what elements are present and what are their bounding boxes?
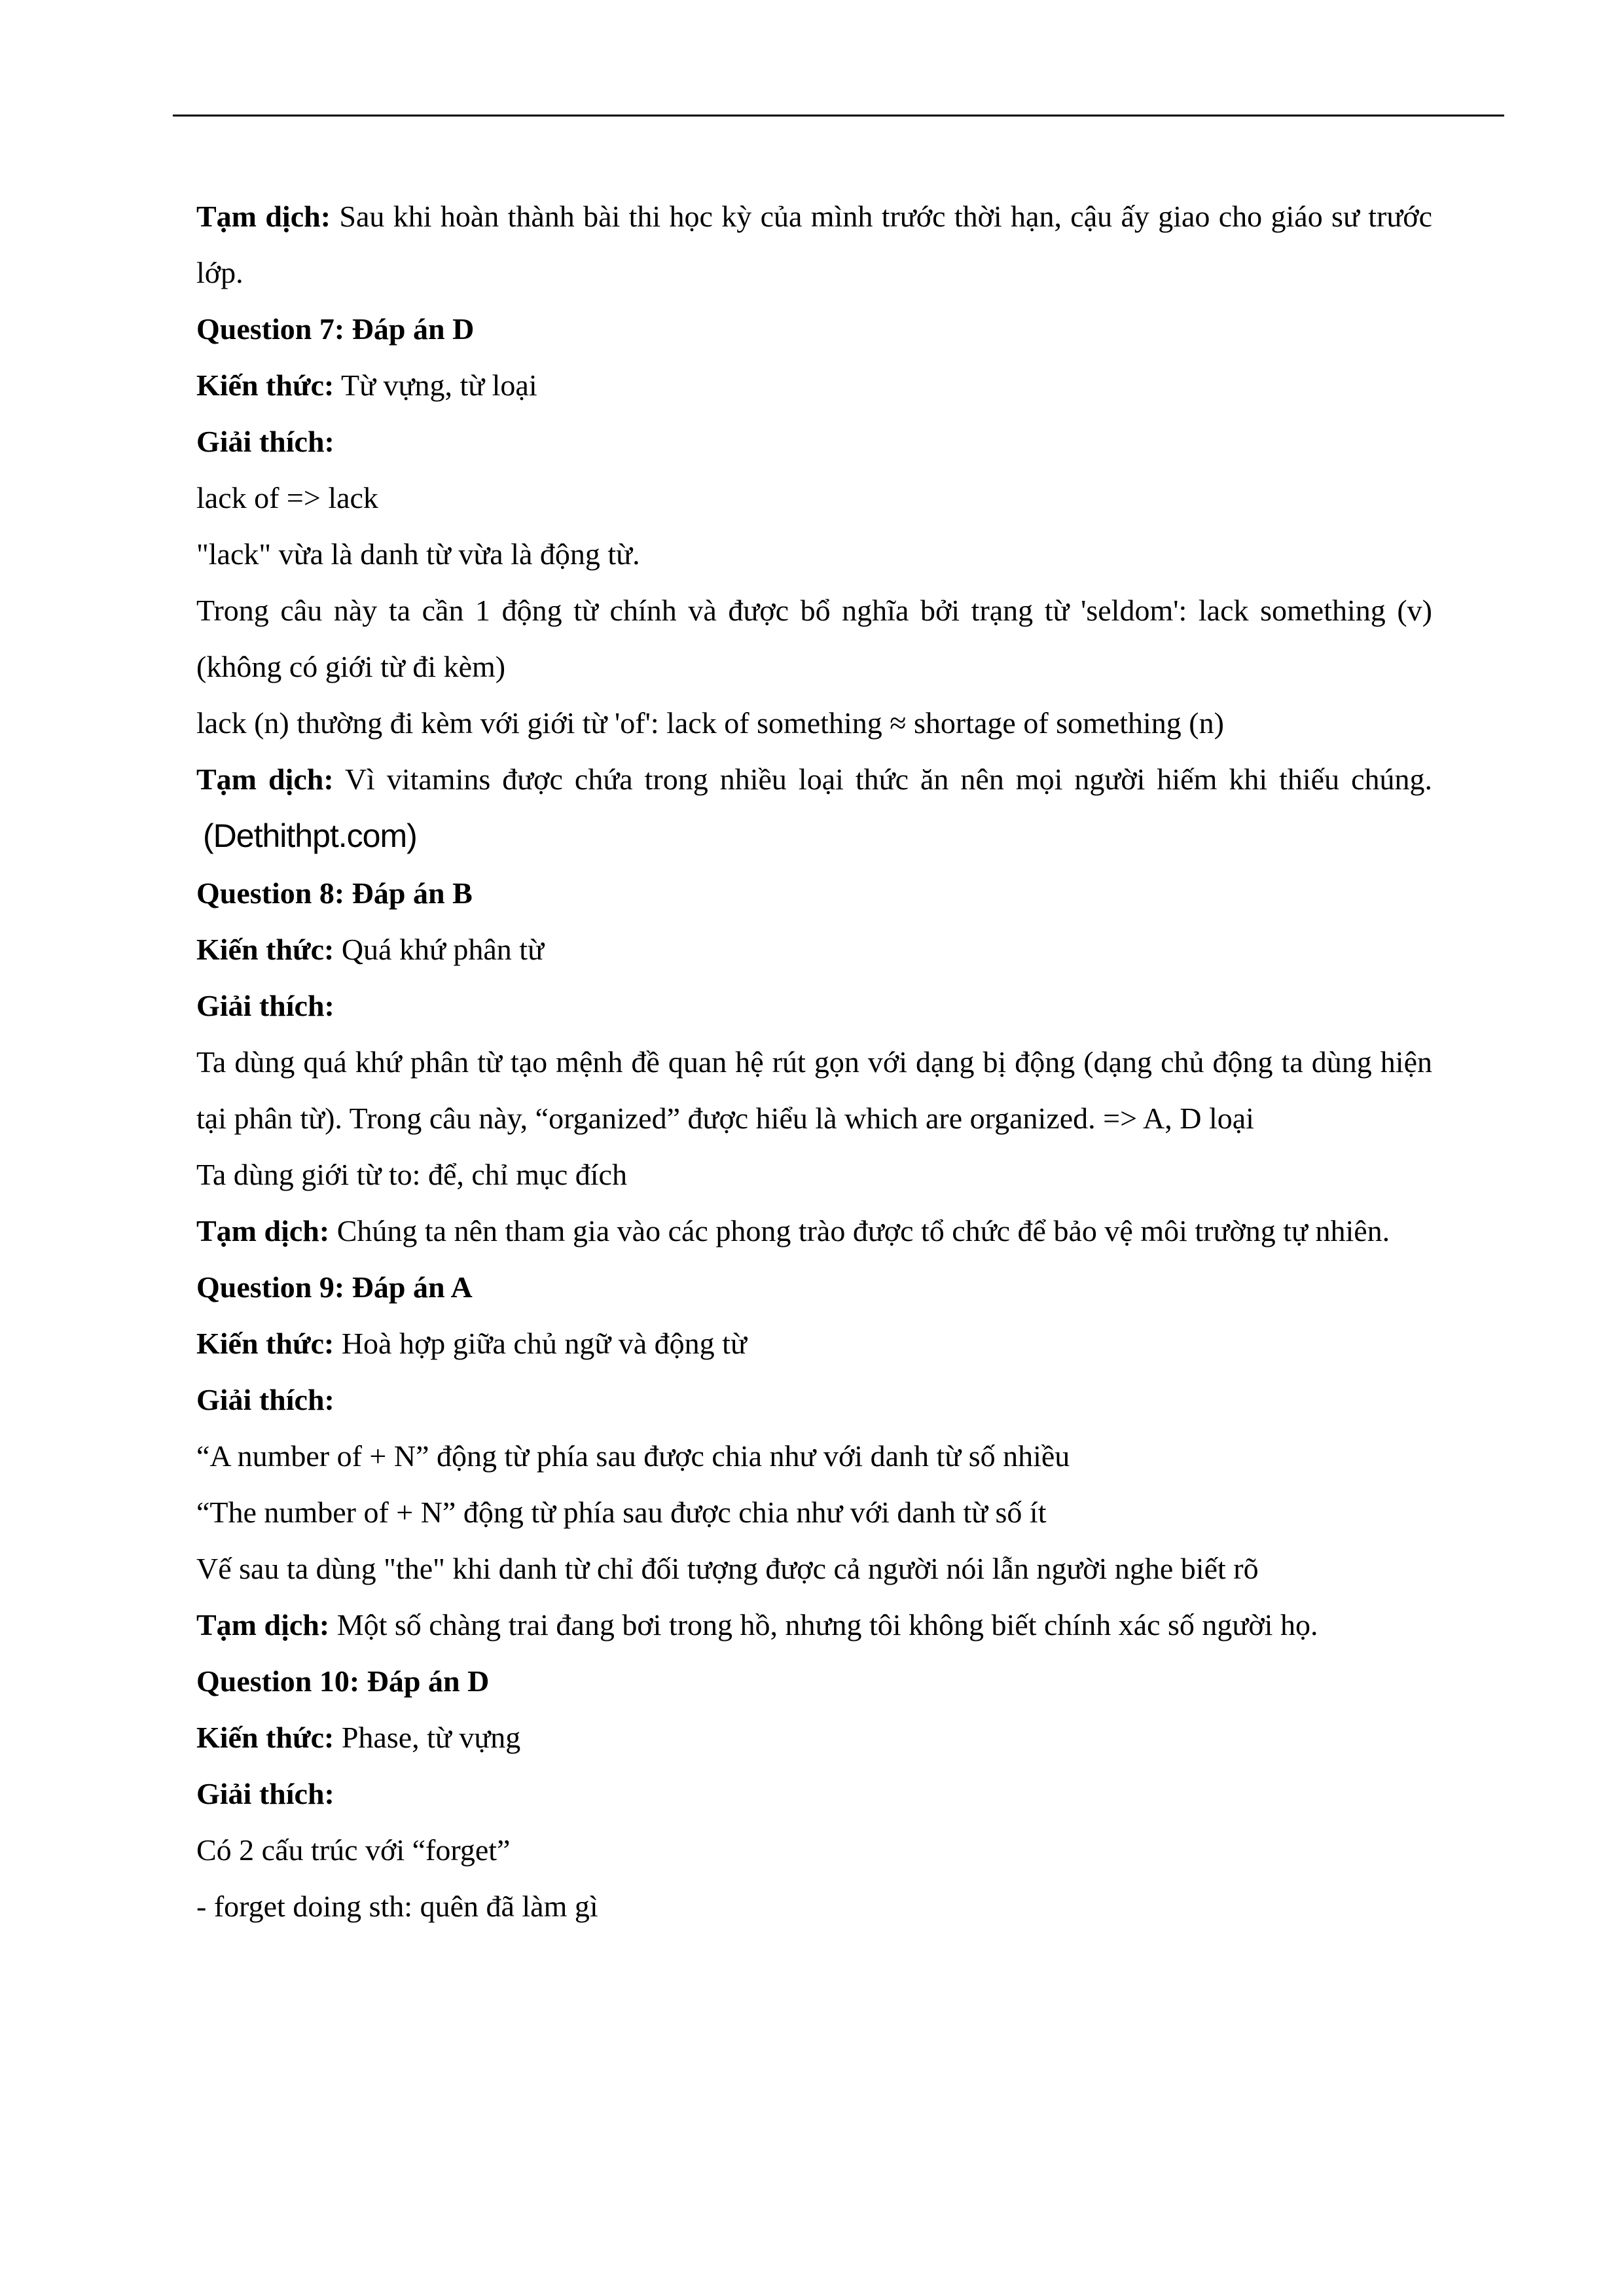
- explanation-line: “A number of + N” động từ phía sau được chia như với danh từ số nhiều: [196, 1439, 1070, 1473]
- translation-q6: [196, 188, 1432, 301]
- explanation-heading-q9: Giải thích:: [196, 1383, 334, 1416]
- paragraph-text: Chúng ta nên tham gia vào các phong trào được tổ chức để bảo vệ môi trường tự nhiên.: [329, 1214, 1390, 1247]
- explanation-paragraph: Ta dùng quá khứ phân từ tạo mệnh đề quan hệ rút gọn với dạng bị động (dạng chủ động ta dùng hiện tại phân từ). Trong câu này, “organized” được hiểu là which are organized. => A, D loại: [196, 1045, 1432, 1135]
- question-7-heading: Question 7: Đáp án D: [196, 312, 475, 346]
- label-knowledge: Kiến thức:: [196, 1721, 334, 1754]
- explanation-line: Vế sau ta dùng "the" khi danh từ chỉ đối tượng được cả người nói lẫn người nghe biết rõ: [196, 1552, 1259, 1585]
- label-translation: Tạm dịch:: [196, 762, 334, 796]
- knowledge-q9: [196, 1316, 1432, 1372]
- explanation-line: Có 2 cấu trúc với “forget”: [196, 1833, 511, 1867]
- label-translation: Tạm dịch:: [196, 1608, 330, 1641]
- paragraph-text: Từ vựng, từ loại: [334, 368, 537, 402]
- paragraph-text: Quá khứ phân từ: [334, 933, 545, 966]
- paragraph-text: Phase, từ vựng: [334, 1721, 521, 1754]
- label-knowledge: Kiến thức:: [196, 933, 334, 966]
- knowledge-q10: [196, 1710, 1432, 1766]
- explanation-line: lack (n) thường đi kèm với giới từ 'of': lack of something ≈ shortage of something (n): [196, 706, 1224, 740]
- label-knowledge: Kiến thức:: [196, 368, 334, 402]
- translation-q9: [196, 1597, 1432, 1653]
- paragraph-text: Sau khi hoàn thành bài thi học kỳ của mình trước thời hạn, cậu ấy giao cho giáo sư trước lớp.: [196, 200, 1432, 289]
- knowledge-q8: [196, 922, 1432, 978]
- question-10-heading: Question 10: Đáp án D: [196, 1664, 490, 1698]
- header-rule: [173, 115, 1504, 117]
- watermark-text: (Dethithpt.com): [203, 817, 417, 854]
- paragraph-text: Vì vitamins được chứa trong nhiều loại thức ăn nên mọi người hiếm khi thiếu chúng.: [333, 762, 1432, 796]
- explanation-line: “The number of + N” động từ phía sau được chia như với danh từ số ít: [196, 1496, 1047, 1529]
- knowledge-q7: [196, 357, 1432, 414]
- question-9-heading: Question 9: Đáp án A: [196, 1270, 473, 1304]
- explanation-heading-q8: Giải thích:: [196, 989, 334, 1022]
- paragraph-text: Hoà hợp giữa chủ ngữ và động từ: [334, 1327, 747, 1360]
- paragraph-text: Một số chàng trai đang bơi trong hồ, nhưng tôi không biết chính xác số người họ.: [329, 1608, 1318, 1641]
- explanation-heading-q10: Giải thích:: [196, 1777, 334, 1810]
- translation-q7: [196, 751, 1432, 865]
- explanation-paragraph: Trong câu này ta cần 1 động từ chính và được bổ nghĩa bởi trạng từ 'seldom': lack something (v) (không có giới từ đi kèm): [196, 594, 1432, 683]
- explanation-line: Ta dùng giới từ to: để, chỉ mục đích: [196, 1158, 627, 1191]
- question-8-heading: Question 8: Đáp án B: [196, 876, 473, 910]
- label-translation: Tạm dịch:: [196, 200, 331, 233]
- translation-q8: [196, 1203, 1432, 1259]
- label-knowledge: Kiến thức:: [196, 1327, 334, 1360]
- label-translation: Tạm dịch:: [196, 1214, 330, 1247]
- explanation-line: lack of => lack: [196, 481, 378, 514]
- explanation-line: "lack" vừa là danh từ vừa là động từ.: [196, 537, 640, 571]
- explanation-line: - forget doing sth: quên đã làm gì: [196, 1890, 598, 1923]
- document-body: [196, 188, 1432, 1935]
- explanation-heading-q7: Giải thích:: [196, 425, 334, 458]
